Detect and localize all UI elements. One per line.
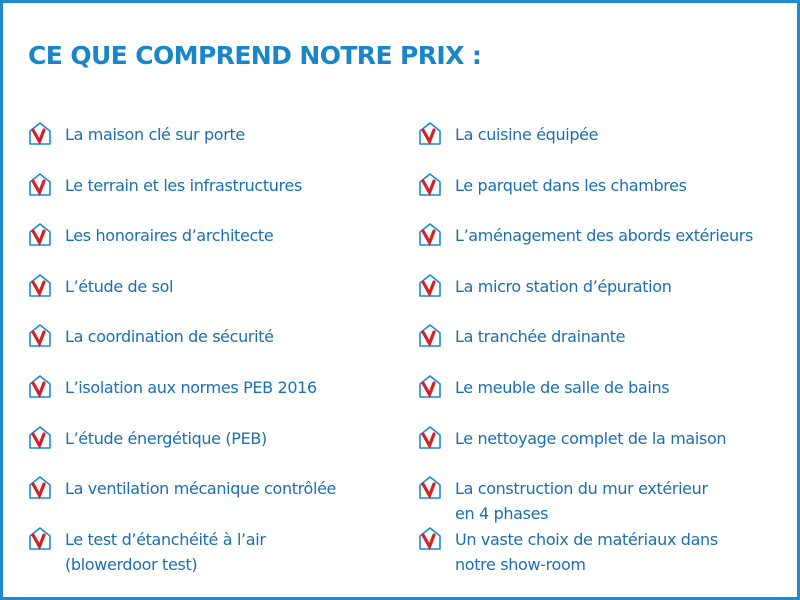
house-checkmark-icon	[27, 474, 53, 500]
house-checkmark-icon	[27, 120, 53, 146]
item-label: L’étude de sol	[65, 276, 174, 296]
item-label: La cuisine équipée	[455, 125, 599, 144]
item-label: La maison clé sur porte	[65, 125, 245, 144]
item-label: L’aménagement des abords extérieurs	[455, 226, 753, 246]
house-checkmark-icon	[417, 322, 443, 348]
house-checkmark-icon	[27, 322, 53, 348]
house-checkmark-icon	[417, 525, 443, 551]
house-checkmark-icon	[417, 272, 443, 298]
item-label: La coordination de sécurité	[65, 327, 274, 347]
house-checkmark-icon	[417, 424, 443, 450]
house-checkmark-icon	[417, 120, 443, 146]
house-checkmark-icon	[417, 221, 443, 247]
item-label: La micro station d’épuration	[455, 276, 672, 296]
item-label: Le test d’étanchéité à l’air (blowerdoor test)	[65, 529, 266, 574]
item-label: La ventilation mécanique contrôlée	[65, 479, 337, 499]
item-label: Le nettoyage complet de la maison	[455, 428, 727, 448]
item-label: Un vaste choix de matériaux dans notre show-room	[455, 529, 718, 574]
house-checkmark-icon	[417, 474, 443, 500]
item-label: Le parquet dans les chambres	[455, 175, 687, 195]
house-checkmark-icon	[417, 373, 443, 399]
item-label: La tranchée drainante	[455, 327, 626, 347]
house-checkmark-icon	[27, 171, 53, 197]
item-label: L’isolation aux normes PEB 2016	[65, 378, 317, 397]
house-checkmark-icon	[27, 373, 53, 399]
item-label: Le meuble de salle de bains	[455, 378, 670, 397]
item-label: Le terrain et les infrastructures	[65, 175, 302, 195]
item-label: L’étude énergétique (PEB)	[65, 428, 267, 448]
house-checkmark-icon	[27, 272, 53, 298]
item-label: Les honoraires d’architecte	[65, 226, 274, 246]
house-checkmark-icon	[27, 221, 53, 247]
house-checkmark-icon	[27, 525, 53, 551]
item-label: La construction du mur extérieur en 4 phases	[455, 479, 708, 524]
house-checkmark-icon	[27, 424, 53, 450]
page-title: CE QUE COMPREND NOTRE PRIX :	[28, 41, 482, 70]
house-checkmark-icon	[417, 171, 443, 197]
